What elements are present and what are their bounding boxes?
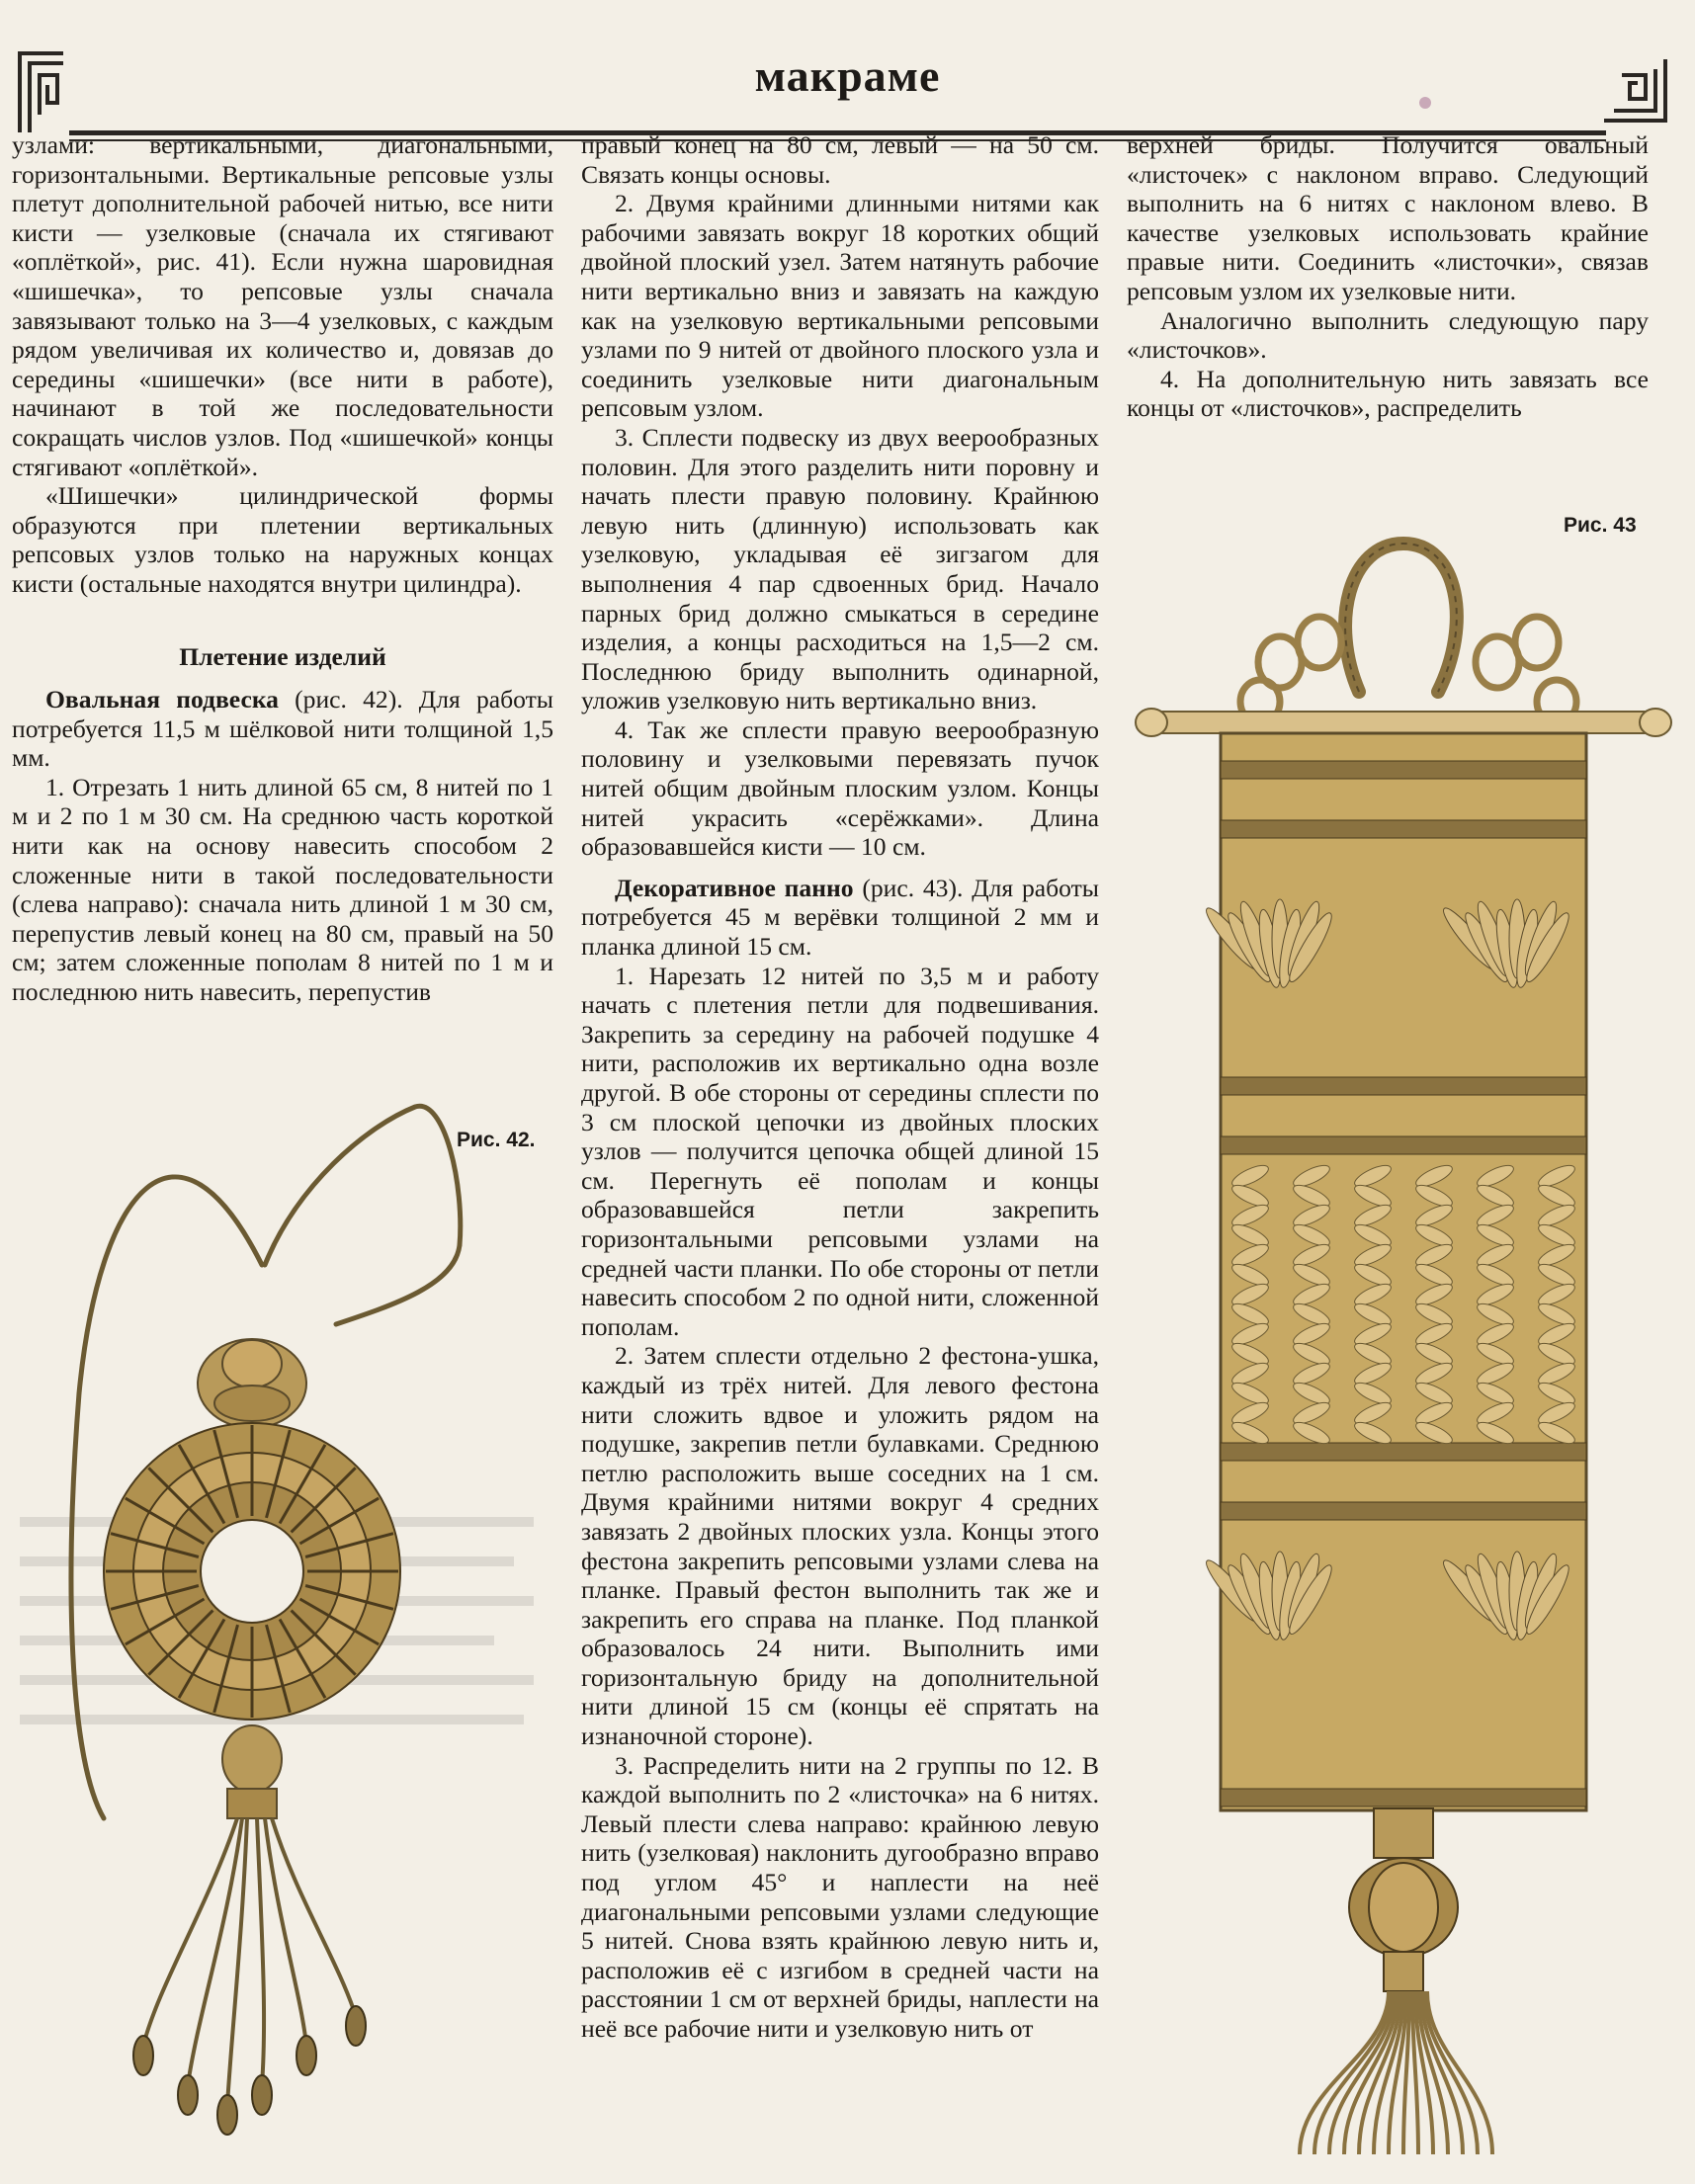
oval-pendant-illustration	[40, 1067, 553, 2154]
decorative-panel-illustration	[1122, 524, 1685, 2164]
header-dot-mark	[1419, 97, 1431, 109]
paragraph: «Шишечки» цилиндрической формы образуются при плетении вертикальных репсовых узлов только на наружных концах кисти (остальные находятся внутри цилиндра).	[12, 481, 553, 598]
paragraph: 3. Сплести подвеску из двух веерообразных половин. Для этого разделить нити поровну и начать плести правую половину. Крайнюю левую нить (длинную) использовать как узелковую, укладывая её зигзагом для выполнения 4 пар сдвоенных брид. Начало парных брид должно смыкаться в середине изделия, а концы расходиться на 1,5—2 см. Последнюю бриду выполнить одинарной, уложив узелковую нить вертикально вниз.	[581, 422, 1099, 715]
paragraph: 1. Отрезать 1 нить длиной 65 см, 8 нитей по 1 м и 2 по 1 м 30 см. На среднюю часть короткой нити как на основу навесить способом 2 сложенные нити в такой последовательности (слева направо): сначала нить длиной 1 м 30 см, перепустив левый конец на 80 см, правый на 50 см; затем сложенные пополам 8 нитей по 1 м и последнюю нить навесить, перепустив	[12, 772, 553, 1007]
paragraph: 4. Так же сплести правую веерообразную половину и узелковыми перевязать пучок нитей общим двойным плоским узлом. Концы нитей украсить «серёжками». Длина образовавшейся кисти — 10 см.	[581, 714, 1099, 862]
text-column-3	[1127, 130, 1649, 423]
paragraph: правый конец на 80 см, левый — на 50 см. Связать концы основы.	[581, 130, 1099, 189]
item-title: Овальная подвеска	[45, 685, 279, 714]
section-heading: Плетение изделий	[179, 641, 386, 671]
paragraph: Аналогично выполнить следующую пару «листочков».	[1127, 305, 1649, 365]
paragraph: 2. Затем сплести отдельно 2 фестона-ушка, каждый из трёх нитей. Для левого фестона нити сложить вдвое и уложить рядом на подушке, закрепив петли булавками. Среднюю петлю расположить выше соседних на 1 см. Двумя крайними нитями вокруг 4 средних завязать 2 двойных плоских узла. Концы этого фестона закрепить репсовыми узлами слева на планке. Правый фестон выполнить так же и закрепить его справа на планке. Под планкой образовалось 24 нити. Выполнить ими горизонтальную бриду на дополнительной нити длиной 15 см (концы её спрятать на изнаночной стороне).	[581, 1341, 1099, 1751]
item-title: Декоративное панно	[615, 873, 854, 902]
paragraph	[581, 874, 1099, 962]
figure-caption: Рис. 42.	[457, 1129, 536, 1151]
page-header	[0, 20, 1695, 138]
paragraph: 3. Распределить нити на 2 группы по 12. В каждой выполнить по 2 «листочка» на 6 нитях. Левый плести слева направо: крайнюю левую нить (узелковая) наклонить дугообразно вправо под углом 45° и наплести на неё диагональными репсовыми узлами следующие 5 нитей. Снова взять крайнюю левую нить и, расположив её с изгибом в средней части на расстоянии 1 см от верхней бриды, наплести на неё все рабочие нити и узелковую нить от	[581, 1750, 1099, 2043]
figure-caption: Рис. 43	[1564, 514, 1637, 537]
text-column-2	[581, 130, 1099, 2044]
page-title: макраме	[754, 50, 941, 101]
ornament-corner-icon	[1602, 55, 1671, 125]
text-column-1	[12, 130, 553, 1007]
paragraph: узлами: вертикальными, диагональными, горизонтальными. Вертикальные репсовые узлы плетут дополнительной рабочей нитью, все нити кисти — узелковые (сначала их стягивают «оплёткой», рис. 41). Если нужна шаровидная «шишечка», то репсовые узлы сначала завязывают только на 3—4 узелковых, с каждым рядом увеличивая их количество и, довязав до середины «шишечки» (все нити в работе), начинают в той же последовательности сокращать числов узлов. Под «шишечкой» концы стягивают «оплёткой».	[12, 130, 553, 481]
item-text: (рис. 42). Для работы потребуется 11,5 м шёлковой нити толщиной 1,5 мм.	[12, 685, 554, 773]
paragraph: 2. Двумя крайними длинными нитями как рабочими завязать вокруг 18 коротких общий двойной плоский узел. Затем натянуть рабочие нити вертикально вниз и завязать на каждую как на узелковую вертикальными репсовыми узлами по 9 нитей от двойного плоского узла и соединить узелковые нити диагональным репсовым узлом.	[581, 189, 1099, 423]
paragraph	[12, 685, 553, 773]
paragraph: 1. Нарезать 12 нитей по 3,5 м и работу начать с плетения петли для подвешивания. Закрепить за середину на рабочей подушке 4 нити, расположив их вертикально одна возле другой. В обе стороны от середины сплести по 3 см плоской цепочки из двойных плоских узлов — получится цепочка общей длиной 15 см. Перегнуть её пополам и концы образовавшейся петли закрепить горизонтальными репсовыми узлами на средней части планки. По обе стороны от петли навесить способом 2 по одной нити, сложенной пополам.	[581, 961, 1099, 1341]
item-text: (рис. 43). Для работы потребуется 45 м верёвки толщиной 2 мм и планка длиной 15 см.	[581, 873, 1099, 962]
paragraph: верхней бриды. Получится овальный «листочек» с наклоном вправо. Следующий выполнить на 6 нитях с наклоном влево. В качестве узелковых использовать крайние правые нити. Соединить «листочки», связав репсовым узлом их узелковые нити.	[1127, 130, 1649, 305]
paragraph: 4. На дополнительную нить завязать все концы от «листочков», распределить	[1127, 364, 1649, 423]
plank-shape	[1142, 712, 1655, 733]
